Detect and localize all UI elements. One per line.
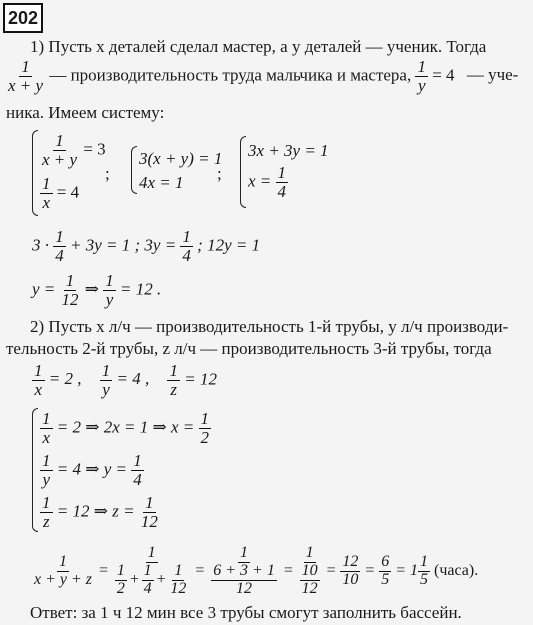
sys4-row2: $\frac{1}{y}$ = 4 ⇒ y = $\frac{1}{4}$ xyxy=(42,451,142,489)
system2-brace xyxy=(131,146,137,194)
sys2-eq2: 4x = 1 xyxy=(139,173,184,192)
p1-line2-text: — производительность труда мальчика и мастера, xyxy=(49,65,412,85)
p2-line1: 2) Пусть x л/ч — производительность 1-й трубы, y л/ч производи- xyxy=(30,317,509,336)
system4-brace xyxy=(32,408,38,532)
calc-line1: 3 · $\frac{1}{4}$ + 3y = 1 ; 3y = $\frac{1}{4}$ ; 12y = 1 xyxy=(32,227,261,265)
sep2: ; xyxy=(217,164,222,183)
p1-line2-eq: = 4 xyxy=(432,65,455,85)
p1-line2 xyxy=(6,58,518,95)
p2-fracs: $\frac{1}{x}$ = 2 , $\frac{1}{y}$ = 4 , $\frac{1}{z}$ = 12 xyxy=(34,361,217,399)
sys3-eq2: x = $\frac{1}{4}$ xyxy=(248,163,287,201)
sys2-eq1: 3(x + y) = 1 xyxy=(139,149,223,168)
system1-brace xyxy=(32,130,38,216)
frac-xy: $\frac{1}{x + y}$ xyxy=(8,57,44,95)
system3-brace xyxy=(240,136,246,208)
p2-line2: тельность 2-й трубы, z л/ч — производительность 3-й трубы, тогда xyxy=(6,339,492,358)
sys4-row1: $\frac{1}{x}$ = 2 ⇒ 2x = 1 ⇒ x = $\frac{1}{2}$ xyxy=(42,409,209,447)
final-line: $\frac{1}{x + y + z}$ = 1 $\frac{1}{2}$ + $\frac{1}{4}$ + $\frac{1}{12}$ = $\frac{1}{\frac{6 + 3 + 1}{12}}$ = $\frac{1}{\frac{10}{12}}$ = $\frac{12}{10}$ = $\frac{6}{5}$ = 1 $\frac{1}{5}$ (часа). xyxy=(34,544,479,597)
sys1-eq2: $\frac{1}{x}$ = 4 xyxy=(42,174,80,212)
sys1-eq1: $\frac{1}{x + y}$ = 3 xyxy=(42,131,106,169)
frac-y: $\frac{1}{y}$ xyxy=(417,57,426,95)
answer-line: Ответ: за 1 ч 12 мин все 3 трубы смогут заполнить бассейн. xyxy=(30,603,462,622)
calc-line2: y = $\frac{1}{12}$ ⇒ $\frac{1}{y}$ = 12 . xyxy=(32,271,162,309)
sep1: ; xyxy=(105,164,110,183)
problem-number: 202 xyxy=(3,3,43,33)
p1-line1: 1) Пусть x деталей сделал мастер, а y деталей — ученик. Тогда xyxy=(30,37,487,56)
p1-line2-tail: — уче- xyxy=(466,65,519,85)
sys3-eq1: 3x + 3y = 1 xyxy=(248,141,329,160)
sys4-row3: $\frac{1}{z}$ = 12 ⇒ z = $\frac{1}{12}$ xyxy=(42,493,158,531)
p1-line3: ника. Имеем систему: xyxy=(6,103,165,122)
